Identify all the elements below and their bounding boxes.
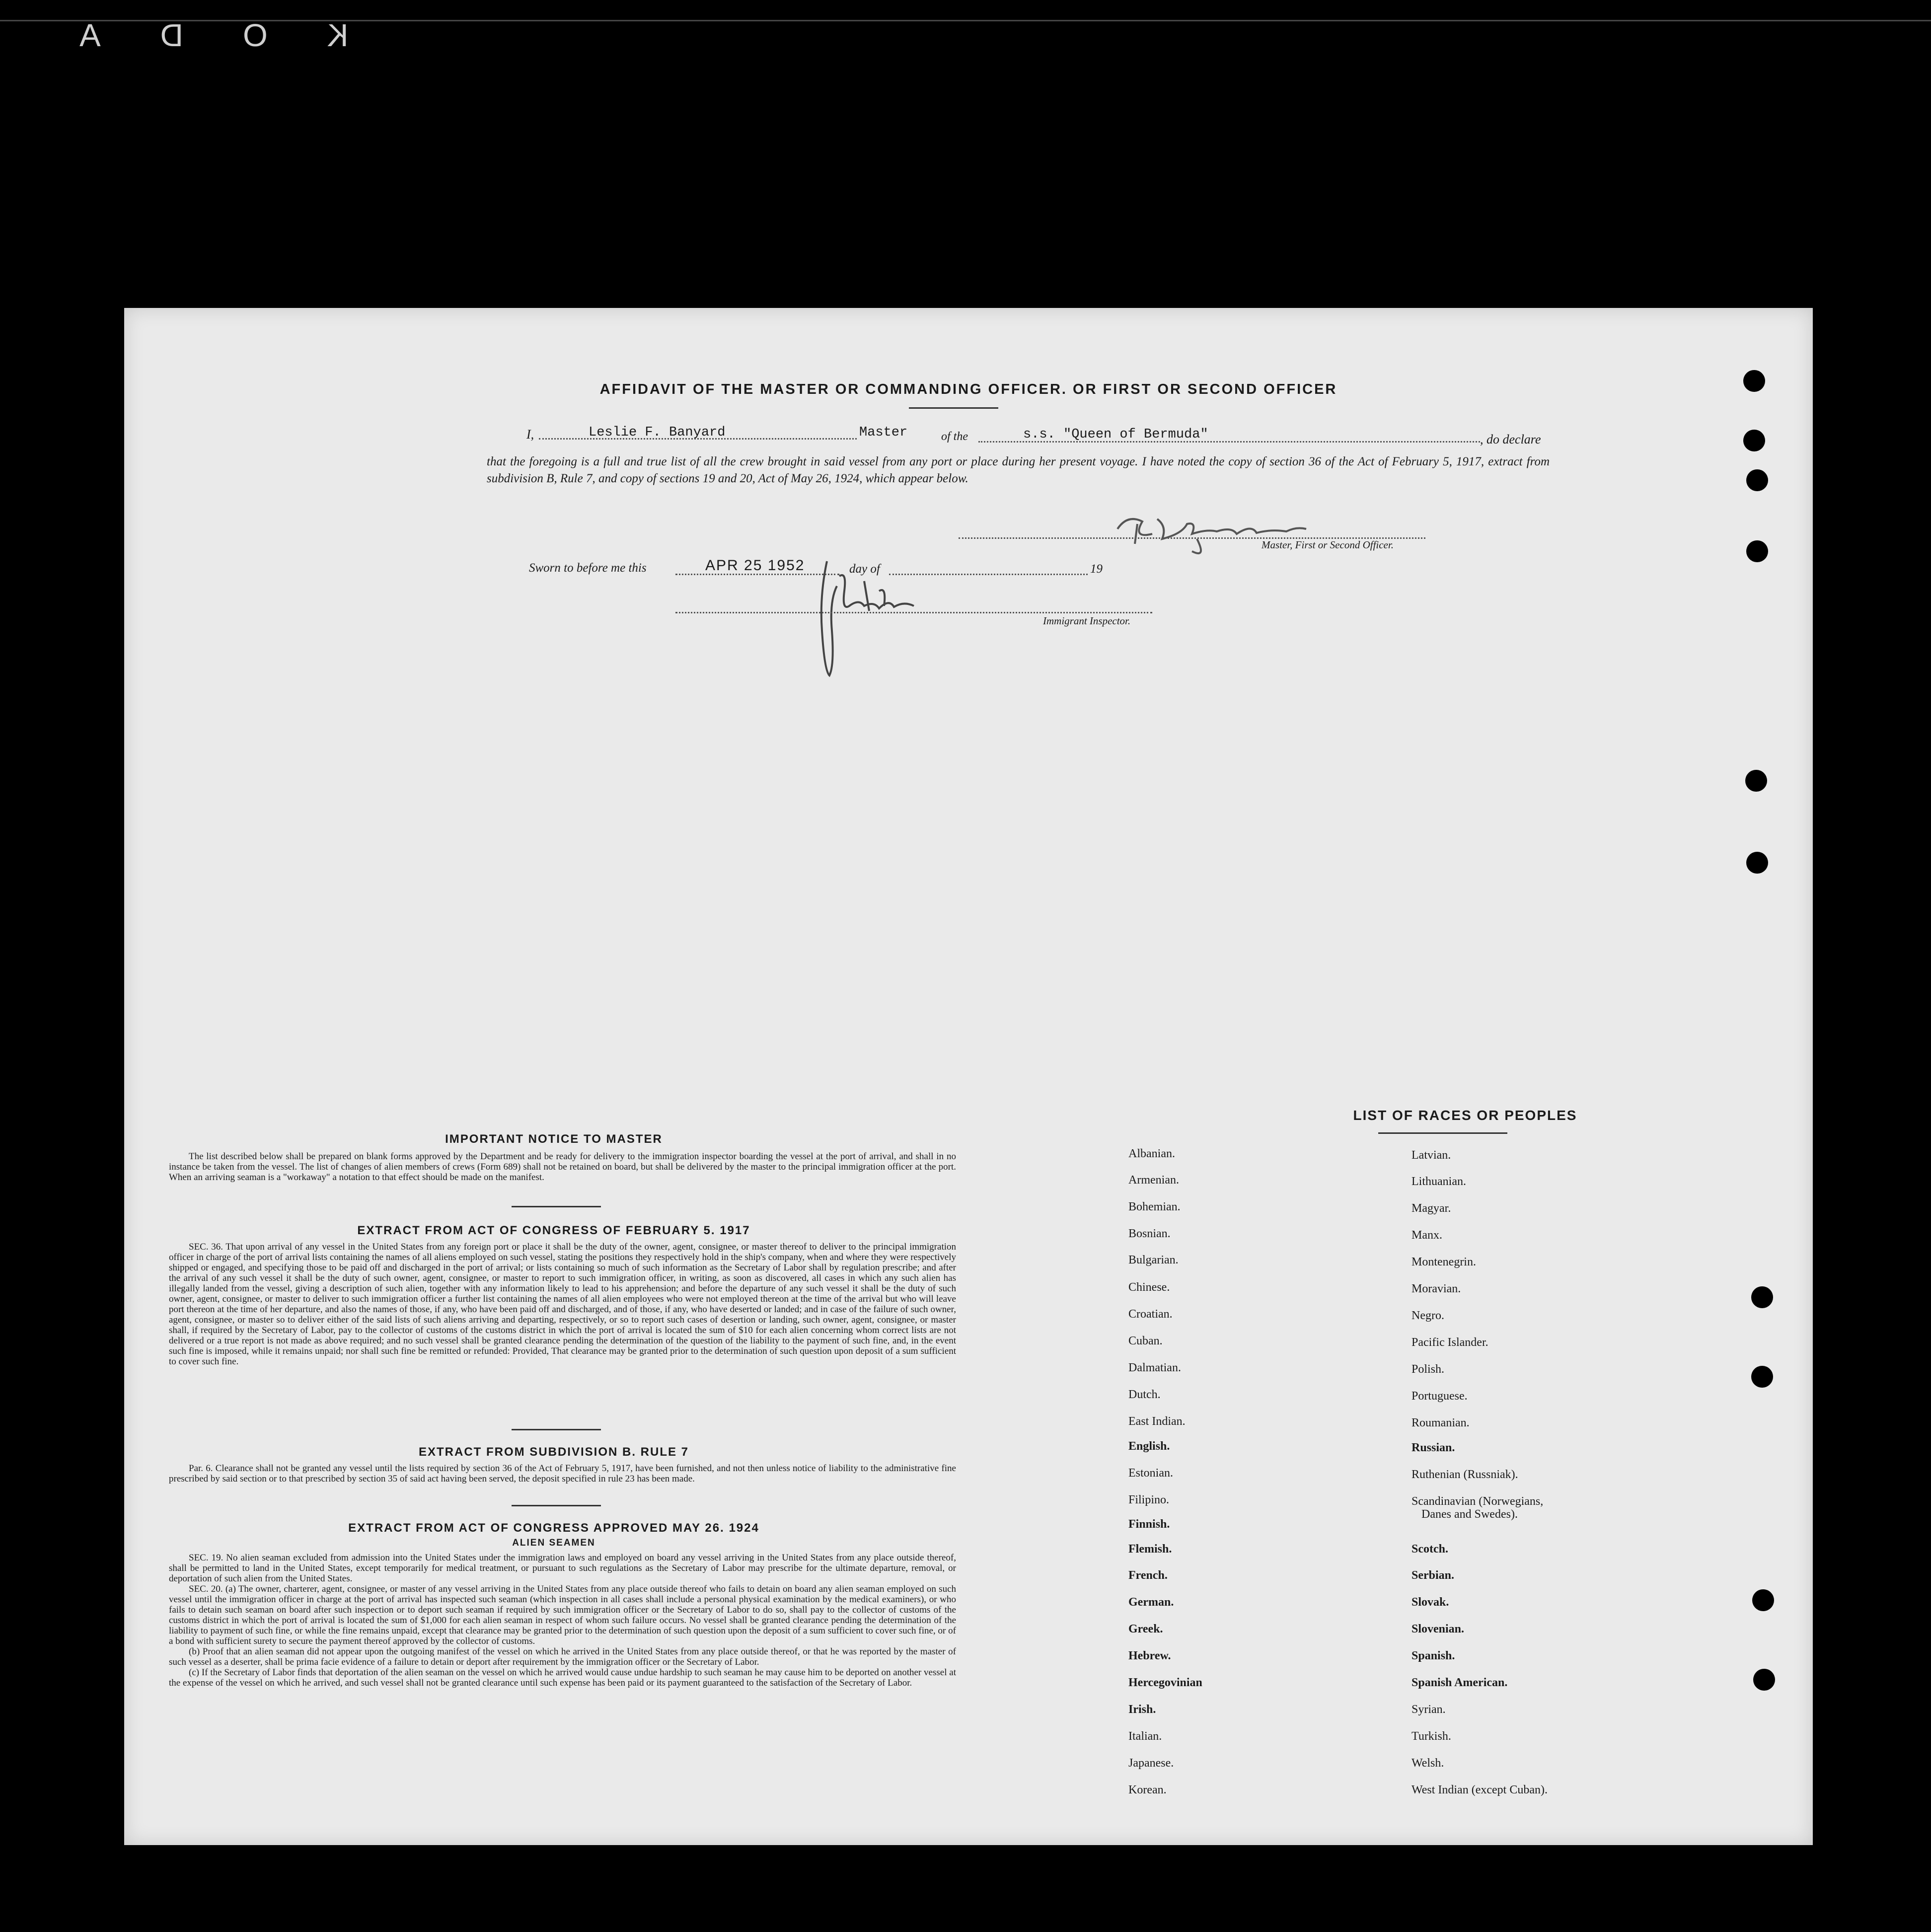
- inspector-line: [675, 612, 1152, 613]
- race-item: Albanian.: [1128, 1147, 1175, 1160]
- do-declare-label: , do declare: [1480, 432, 1541, 446]
- race-item: Montenegrin.: [1411, 1256, 1476, 1268]
- inspector-signature: [800, 551, 1008, 700]
- race-item: Hercegovinian: [1128, 1676, 1202, 1689]
- extract-1924-body: [169, 1553, 956, 1688]
- race-item: Spanish American.: [1411, 1676, 1508, 1689]
- vessel-name: s.s. "Queen of Bermuda": [1023, 427, 1208, 442]
- race-item: Bulgarian.: [1128, 1254, 1179, 1266]
- affidavit-i-label: I,: [526, 427, 534, 442]
- paragraph: (c) If the Secretary of Labor finds that deportation of the alien seaman on the vessel on which he arrived would cause undue hardship to such seaman he may cause him to be deported on another vessel at the expense of the vessel on which he arrived, and such vessel shall not be granted clearance until such expense has been paid or its payment guaranteed to the satisfaction of the Secretary of Labor.: [169, 1667, 956, 1688]
- divider: [512, 1505, 601, 1506]
- race-item: Magyar.: [1411, 1202, 1451, 1215]
- extract-1924-title: EXTRACT FROM ACT OF CONGRESS APPROVED MAY 26. 1924: [348, 1521, 759, 1535]
- race-item: Cuban.: [1128, 1335, 1163, 1347]
- punch-hole-icon: [1746, 540, 1768, 562]
- affidavit-body: that the foregoing is a full and true list of all the crew brought in said vessel from any port or place during her present voyage. I have noted the copy of section 36 of the Act of February 5, 1917, extract from subdivision B, Rule 7, and copy of sections 19 and 20, Act of May 26, 1924, which appear below.: [487, 455, 1550, 485]
- master-rank: Master: [859, 425, 908, 440]
- document-page: [124, 308, 1813, 1845]
- title-divider: [909, 407, 998, 409]
- sworn-date-stamp: APR 25 1952: [705, 557, 805, 574]
- race-item: Latvian.: [1411, 1149, 1451, 1162]
- race-item-continuation: Danes and Swedes).: [1421, 1508, 1518, 1521]
- notice-text: The list described below shall be prepared on blank forms approved by the Department and be ready for delivery to the immigration inspector boarding the vessel at the port of arrival, and shall in no instance be taken from the vessel. The list of changes of alien members of crews (Form 689) shall not be retained on board, but shall be delivered by the master to the principal immigration officer at the port. When an arriving seaman is a "workaway" a notation to that effect should be made on the manifest.: [169, 1151, 956, 1183]
- extract-1917-title: EXTRACT FROM ACT OF CONGRESS OF FEBRUARY 5. 1917: [357, 1224, 750, 1237]
- punch-hole-icon: [1751, 1366, 1773, 1388]
- race-item: Slovak.: [1411, 1596, 1449, 1609]
- race-item: Negro.: [1411, 1309, 1444, 1322]
- race-item: Flemish.: [1128, 1543, 1172, 1556]
- divider: [512, 1429, 601, 1430]
- race-item: Korean.: [1128, 1783, 1167, 1796]
- race-item: Dutch.: [1128, 1388, 1161, 1401]
- race-item: West Indian (except Cuban).: [1411, 1783, 1548, 1796]
- race-item: Italian.: [1128, 1730, 1162, 1743]
- divider: [1378, 1132, 1507, 1134]
- race-item: Ruthenian (Russniak).: [1411, 1468, 1518, 1481]
- signature-label: Master, First or Second Officer.: [1262, 539, 1394, 551]
- race-item: Dalmatian.: [1128, 1361, 1181, 1374]
- of-the-label: of the: [941, 430, 968, 443]
- race-item: Hebrew.: [1128, 1649, 1171, 1662]
- race-item: French.: [1128, 1569, 1168, 1582]
- race-item: Croatian.: [1128, 1308, 1173, 1321]
- paragraph: (b) Proof that an alien seaman did not appear upon the outgoing manifest of the vessel on which he arrived in the United States from any place outside thereof, or that he was reported by the master of such vessel as a deserter, shall be prima facie evidence of a failure to detain or deport after requirement by the immigration officer or the Secretary of Labor.: [169, 1646, 956, 1667]
- race-item: Irish.: [1128, 1703, 1156, 1716]
- race-item: Lithuanian.: [1411, 1175, 1466, 1188]
- punch-hole-icon: [1745, 770, 1767, 792]
- paragraph: SEC. 20. (a) The owner, charterer, agent, consignee, or master of any vessel arriving in the United States from any place outside thereof who fails to detain on board any alien seaman employed on such vessel until the immigration officer in charge at the port of arrival has inspected such seaman (which inspection in all cases shall include a personal physical examination by the medical examiners), or who fails to detain such seaman on board after such inspection or to deport such seaman if required by such immigration officer or the Secretary of Labor to do so, shall pay to the collector of customs of the customs district in which the port of arrival is located the sum of $1,000 for each alien seaman in respect of whom such failure occurs. No vessel shall be granted clearance pending the determination of the liability to payment of such fine, or while the fine remains unpaid, except that clearance may be granted prior to the determination of such question upon the deposit of a sum sufficient to cover such fine, or of a bond with sufficient surety to secure the payment thereof approved by the collector of customs.: [169, 1584, 956, 1646]
- race-item: Turkish.: [1411, 1730, 1451, 1743]
- race-item: Finnish.: [1128, 1518, 1170, 1531]
- day-of-label: day of: [849, 562, 880, 576]
- race-item: Welsh.: [1411, 1757, 1444, 1770]
- race-item: Serbian.: [1411, 1569, 1455, 1582]
- race-item: Pacific Islander.: [1411, 1336, 1488, 1349]
- race-item: East Indian.: [1128, 1415, 1186, 1428]
- race-item: Greek.: [1128, 1623, 1163, 1635]
- punch-hole-icon: [1746, 852, 1768, 874]
- race-item: German.: [1128, 1596, 1174, 1609]
- races-title: LIST OF RACES OR PEOPLES: [1353, 1108, 1577, 1123]
- film-edge-text: KODA: [20, 17, 349, 53]
- master-name: Leslie F. Banyard: [589, 425, 726, 440]
- race-item: Filipino.: [1128, 1493, 1170, 1506]
- handwritten-signature: [1108, 504, 1356, 564]
- race-item: Syrian.: [1411, 1703, 1446, 1716]
- race-item: Bosnian.: [1128, 1227, 1171, 1240]
- race-item: Polish.: [1411, 1363, 1445, 1376]
- extract-rule7-text: Par. 6. Clearance shall not be granted any vessel until the lists required by section 36 of the Act of February 5, 1917, have been furnished, and not then unless notice of liability to the administrative fine prescribed by said section or to that prescribed by section 35 of said act having been served, the deposit specified in rule 23 has been made.: [169, 1463, 956, 1484]
- race-item: Bohemian.: [1128, 1200, 1181, 1213]
- divider: [512, 1206, 601, 1207]
- race-item: Armenian.: [1128, 1174, 1179, 1187]
- race-item: Spanish.: [1411, 1649, 1455, 1662]
- race-item: Scotch.: [1411, 1543, 1448, 1556]
- paragraph: SEC. 19. No alien seaman excluded from admission into the United States under the immigration laws and employed on board any vessel arriving in the United States from any place outside thereof, shall be permitted to land in the United States, except temporarily for medical treatment, or pursuant to such regulations as the Secretary of Labor may prescribe for the ultimate departure, removal, or deportation of such alien from the United States.: [169, 1553, 956, 1584]
- race-item: Portuguese.: [1411, 1390, 1468, 1403]
- race-item: Chinese.: [1128, 1281, 1170, 1294]
- extract-1924-subtitle: ALIEN SEAMEN: [512, 1538, 595, 1548]
- punch-hole-icon: [1743, 430, 1765, 451]
- punch-hole-icon: [1751, 1286, 1773, 1308]
- race-item: Roumanian.: [1411, 1416, 1470, 1429]
- race-item: Manx.: [1411, 1229, 1442, 1242]
- extract-rule7-title: EXTRACT FROM SUBDIVISION B. RULE 7: [418, 1445, 689, 1459]
- race-item: Russian.: [1411, 1441, 1455, 1454]
- sworn-prefix: Sworn to before me this: [529, 561, 647, 575]
- race-item: Japanese.: [1128, 1757, 1174, 1770]
- inspector-label: Immigrant Inspector.: [1043, 615, 1131, 627]
- race-item: Moravian.: [1411, 1282, 1461, 1295]
- race-item: English.: [1128, 1440, 1170, 1453]
- affidavit-title: AFFIDAVIT OF THE MASTER OR COMMANDING OFFICER. OR FIRST OR SECOND OFFICER: [599, 381, 1337, 397]
- punch-hole-icon: [1746, 469, 1768, 491]
- year-prefix: 19: [1090, 562, 1103, 576]
- extract-1917-text: SEC. 36. That upon arrival of any vessel in the United States from any foreign port or place it shall be the duty of the owner, agent, consignee, or master thereof to deliver to the principal immigration officer in charge of the port of arrival lists containing the names of all aliens employed on such vessel, stating the positions they respectively hold in the ship's company, when and where they were respectively shipped or engaged, and specifying those to be paid off and discharged in the port of arrival; or lists containing so much of such information as the Secretary of Labor shall by regulation prescribe; and after the arrival of any such vessel it shall be the duty of such owner, agent, consignee, or master to report to such immigration officer, in writing, as soon as discovered, all cases in which any such alien has illegally landed from the vessel, giving a description of such alien, together with any information likely to lead to his apprehension; and before the departure of any such vessel it shall be the duty of such owner, agent, consignee, or master to deliver to such immigration officer a further list containing the names of all alien employees who were not employed thereon at the time of the arrival but who will leave port thereon at the time of her departure, and also the names of those, if any, who have been paid off and discharged, and of those, if any, who have deserted or landed; and in case of the failure of such owner, agent, consignee, or master so to deliver either of the said lists of such aliens arriving and departing, respectively, or so to report such cases of desertion or landing, such owner, agent, consignee, or master shall, if required by the Secretary of Labor, pay to the collector of customs of the customs district in which the port of arrival is located the sum of $10 for each alien concerning whom correct lists are not delivered or a true report is not made as above required; and no such vessel shall be granted clearance pending the determination of the question of the liability to the payment of such fine, and, in the event such fine is imposed, while it remains unpaid; nor shall such fine be remitted or refunded: Provided, That clearance may be granted prior to the determination of such question upon deposit of a sum sufficient to cover such fine.: [169, 1242, 956, 1367]
- race-item: Estonian.: [1128, 1467, 1173, 1480]
- race-item: Scandinavian (Norwegians,: [1411, 1495, 1544, 1508]
- punch-hole-icon: [1752, 1589, 1774, 1611]
- notice-title: IMPORTANT NOTICE TO MASTER: [445, 1132, 663, 1146]
- race-item: Slovenian.: [1411, 1623, 1465, 1635]
- punch-hole-icon: [1753, 1669, 1775, 1691]
